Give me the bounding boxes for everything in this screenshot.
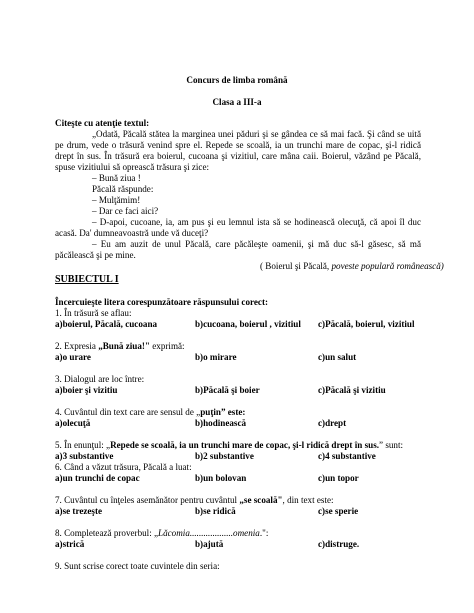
question-7-prefix: 7. Cuvântul cu înţeles asemănător pentru cuvântul — [55, 495, 240, 505]
question-2-text — [55, 341, 185, 352]
question-7-text — [55, 495, 334, 506]
question-7-option-a[interactable]: a)se trezeşte — [55, 506, 103, 516]
story-dialogue-line: – Bună ziua ! — [92, 173, 141, 183]
question-6-text: 6. Când a văzut trăsura, Păcală a luat: — [55, 462, 192, 472]
reading-instruction: Citeşte cu atenţie textul: — [55, 118, 150, 128]
question-2-option-b[interactable]: b)o mirare — [195, 352, 237, 362]
story-dialogue-line: – Mulţămim! — [92, 195, 141, 205]
question-3-option-a[interactable]: a)boier şi vizitiu — [55, 385, 118, 395]
question-5-text — [55, 440, 403, 451]
question-6-option-a[interactable]: a)un trunchi de copac — [55, 473, 140, 483]
question-2-option-c[interactable]: c)un salut — [318, 352, 357, 362]
question-7-suffix: , din text este: — [282, 495, 334, 505]
story-source-title: ( Boierul şi Păcală, — [260, 261, 332, 271]
question-4-option-c[interactable]: c)drept — [318, 418, 347, 428]
question-3-text: 3. Dialogul are loc între: — [55, 374, 145, 384]
question-2-option-a[interactable]: a)o urare — [55, 352, 91, 362]
question-8-proverb: Lăcomia...................omenia — [158, 528, 260, 538]
question-8-option-a[interactable]: a)strică — [55, 539, 85, 549]
question-5-option-a[interactable]: a)3 substantive — [55, 451, 114, 461]
question-3-option-b[interactable]: b)Păcală şi boier — [195, 385, 260, 395]
question-5-option-b[interactable]: b)2 substantive — [195, 451, 254, 461]
question-2-suffix: exprimă: — [149, 341, 185, 351]
question-8-option-b[interactable]: b)ajută — [195, 539, 224, 549]
question-9-text: 9. Sunt scrise corect toate cuvintele din seria: — [55, 561, 220, 571]
question-2-prefix: 2. Expresia — [55, 341, 99, 351]
question-4-prefix: 4. Cuvântul din text care are sensul de „ — [55, 407, 201, 417]
question-1-text: 1. În trăsură se aflau: — [55, 308, 132, 318]
question-5-prefix: 5. În enunţul: „ — [55, 440, 111, 450]
question-4-text — [55, 407, 245, 418]
story-source — [260, 261, 444, 272]
document-title: Concurs de limba română — [186, 75, 288, 85]
section-instruction: Încercuieşte litera corespunzătoare răspunsului corect: — [55, 297, 268, 307]
question-4-option-a[interactable]: a)olecuţă — [55, 418, 91, 428]
story-paragraph-3: – Eu am auzit de unul Păcală, care păcăleşte oamenii, şi mă duc să-l găsesc, să mă păcălească şi pe mine. — [55, 239, 421, 260]
question-6-option-c[interactable]: c)un topor — [318, 473, 359, 483]
question-4-word: puţin — [200, 407, 221, 417]
question-1-option-b[interactable]: b)cucoana, boierul , vizitiul — [195, 319, 301, 329]
question-6-option-b[interactable]: b)un bolovan — [195, 473, 247, 483]
story-paragraph-1: „Odată, Păcală stătea la marginea unei păduri şi se gândea ce să mai facă. Şi când se uită pe drum, vede o trăsură venind spre el. Repede se scoală, ia un trunchi mare de copac, şi-l ridică drept în sus. În trăsură era boierul, cucoana şi vizitiul, care mâna caii. Boierul, văzând pe Păcală, spuse vizitiului să oprească trăsura şi zice: — [55, 129, 421, 172]
question-8-prefix: 8. Completează proverbul: „ — [55, 528, 159, 538]
question-5-quote: Repede se scoală, ia un trunchi mare de copac, şi-l ridică drept în sus. — [110, 440, 380, 450]
story-dialogue-line: – Dar ce faci aici? — [92, 206, 159, 216]
question-5-suffix: ” sunt: — [379, 440, 404, 450]
story-dialogue-line: Păcală răspunde: — [92, 184, 154, 194]
question-1-option-c[interactable]: c)Păcală, boierul, vizitiul — [318, 319, 415, 329]
question-7-option-c[interactable]: c)se sperie — [318, 506, 359, 516]
question-8-suffix: .": — [259, 528, 269, 538]
story-paragraph-2: – D-apoi, cucoane, ia, am pus şi eu lemnul ista să se hodinească olecuţă, că apoi îl duc acasă. Da' dumneavoastră unde vă duceţi? — [55, 217, 421, 238]
question-7-option-b[interactable]: b)se ridică — [195, 506, 236, 516]
question-3-option-c[interactable]: c)Păcală şi vizitiu — [318, 385, 386, 395]
question-8-text — [55, 528, 268, 539]
story-source-genre: poveste populară românească) — [331, 261, 444, 271]
question-2-quote: „Bună ziua!" — [98, 341, 150, 351]
question-5-option-c[interactable]: c)4 substantive — [318, 451, 376, 461]
question-4-option-b[interactable]: b)hodinească — [195, 418, 247, 428]
section-title: SUBIECTUL I — [55, 274, 119, 285]
question-8-option-c[interactable]: c)distruge. — [318, 539, 360, 549]
document-subtitle: Clasa a III-a — [212, 97, 262, 107]
question-4-suffix: ” este: — [220, 407, 246, 417]
question-7-word: „se scoală" — [239, 495, 283, 505]
question-1-option-a[interactable]: a)boierul, Păcală, cucoana — [55, 319, 158, 329]
